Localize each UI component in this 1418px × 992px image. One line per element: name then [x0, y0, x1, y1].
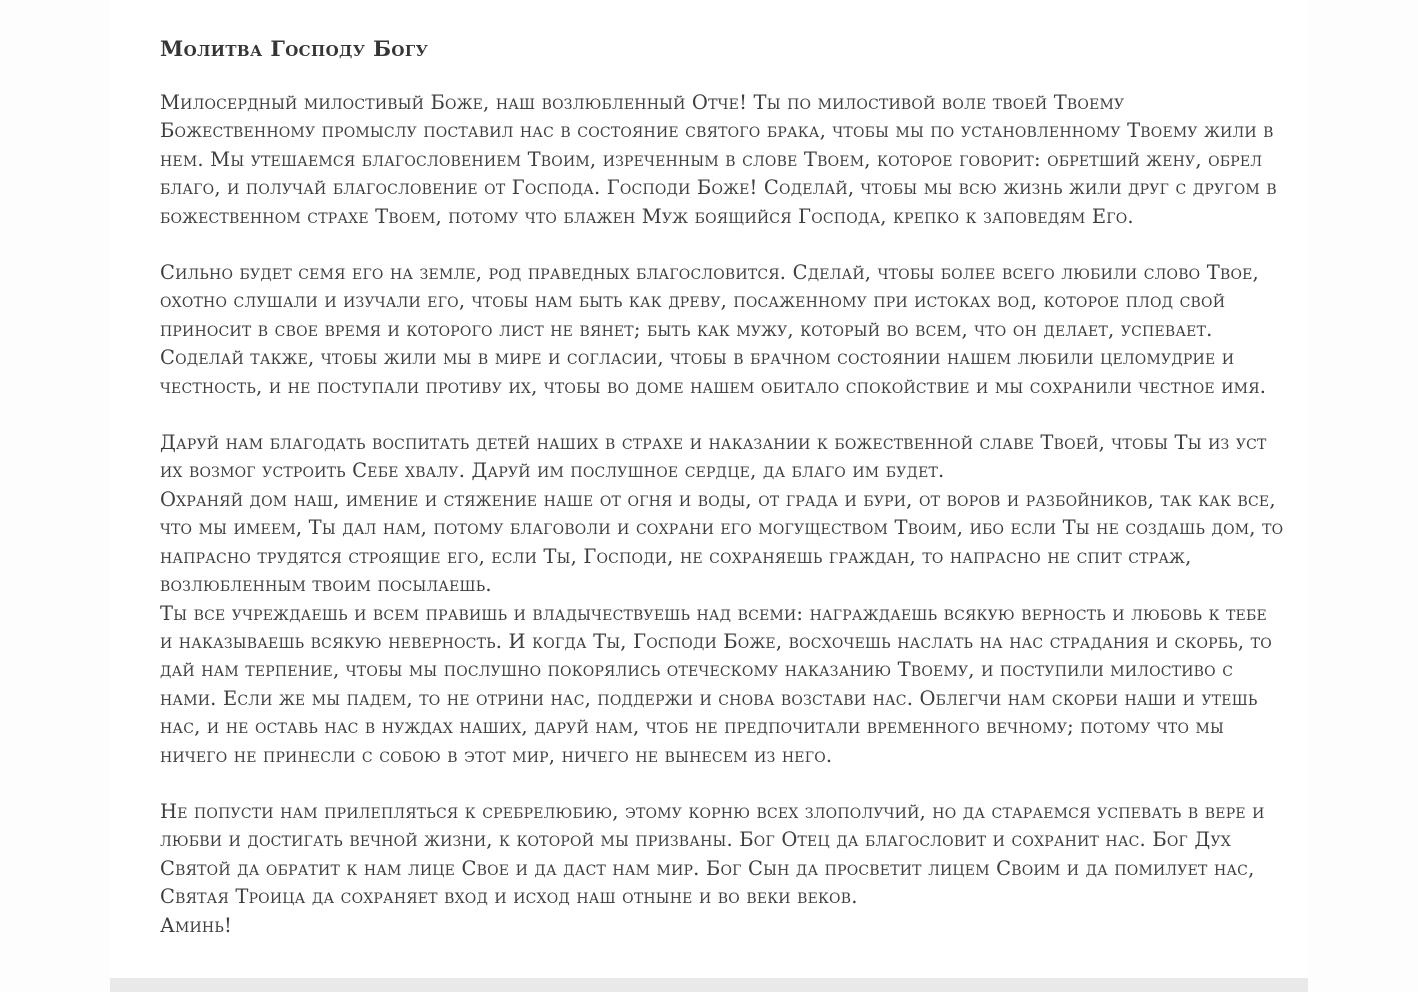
page-title: Молитва Господу Богу	[160, 36, 429, 61]
paragraph-segment: Даруй нам благодать воспитать детей наших в страхе и наказании к божественной славе Твоей, чтобы Ты из уст их возмог устроить Себе хвалу. Даруй им послушное сердце, да благо им будет.	[160, 431, 1267, 483]
paragraph-segment: Ты все учреждаешь и всем правишь и владычествуешь над всеми: награждаешь всякую верность и любовь к тебе и наказываешь всякую неверность. И когда Ты, Господи Боже, восхочешь наслать на нас страдания и скорбь, то дай нам терпение, чтобы мы послушно покорялись отеческому наказанию Твоему, и поступили милостиво с нами. Если же мы падем, то не отрини нас, поддержи и снова возстави нас. Облегчи нам скорби наши и утешь нас, и не оставь нас в нуждах наших, даруй нам, чтоб не предпочитали временного вечному; потому что мы ничего не принесли с собою в этот мир, ничего не вынесем из него.	[160, 601, 1272, 767]
prayer-paragraph	[160, 89, 1285, 231]
prayer-body	[160, 89, 1285, 940]
document-card	[110, 0, 1308, 978]
paragraph-segment: Аминь!	[160, 913, 232, 937]
prayer-paragraph	[160, 259, 1285, 401]
paragraph-segment: Охраняй дом наш, имение и стяжение наше от огня и воды, от града и бури, от воров и разбойников, так как все, что мы имеем, Ты дал нам, потому благоволи и сохрани его могуществом Твоим, ибо если Ты не создашь дом, то напрасно трудятся строящие его, если Ты, Господи, не сохраняешь граждан, то напрасно не спит страж, возлюбленным твоим посылаешь.	[160, 487, 1284, 597]
paragraph-segment: Милосердный милостивый Боже, наш возлюбленный Отче! Ты по милостивой воле твоей Твоему Божественному промыслу поставил нас в состояние святого брака, чтобы мы по установленному Твоему жили в нем. Мы утешаемся благословением Твоим, изреченным в слове Твоем, которое говорит: обретший жену, обрел благо, и получай благословение от Господа. Господи Боже! Соделай, чтобы мы всю жизнь жили друг с другом в божественном страхе Твоем, потому что блажен Муж боящийся Господа, крепко к заповедям Его.	[160, 91, 1277, 228]
prayer-content	[110, 0, 1308, 940]
prayer-paragraph	[160, 798, 1285, 940]
paragraph-segment: Не попусти нам прилепляться к сребрелюбию, этому корню всех злополучий, но да стараемся успевать в вере и любви и достигать вечной жизни, к которой мы призваны. Бог Отец да благословит и сохранит нас. Бог Дух Святой да обратит к нам лице Свое и да даст нам мир. Бог Сын да просветит лицем Своим и да помилует нас, Святая Троица да сохраняет вход и исход наш отныне и во веки веков.	[160, 799, 1265, 909]
paragraph-segment: Сильно будет семя его на земле, род праведных благословится. Сделай, чтобы более всего любили слово Твое, охотно слушали и изучали его, чтобы нам быть как древу, посаженному при истоках вод, которое плод свой приносит в свое время и которого лист не вянет; быть как мужу, который во всем, что он делает, успевает. Соделай также, чтобы жили мы в мире и согласии, чтобы в брачном состоянии нашем любили целомудрие и честность, и не поступали противу их, чтобы во доме нашем обитало спокойствие и мы сохранили честное имя.	[160, 261, 1267, 398]
bottom-divider	[110, 978, 1308, 992]
prayer-paragraph	[160, 429, 1285, 770]
